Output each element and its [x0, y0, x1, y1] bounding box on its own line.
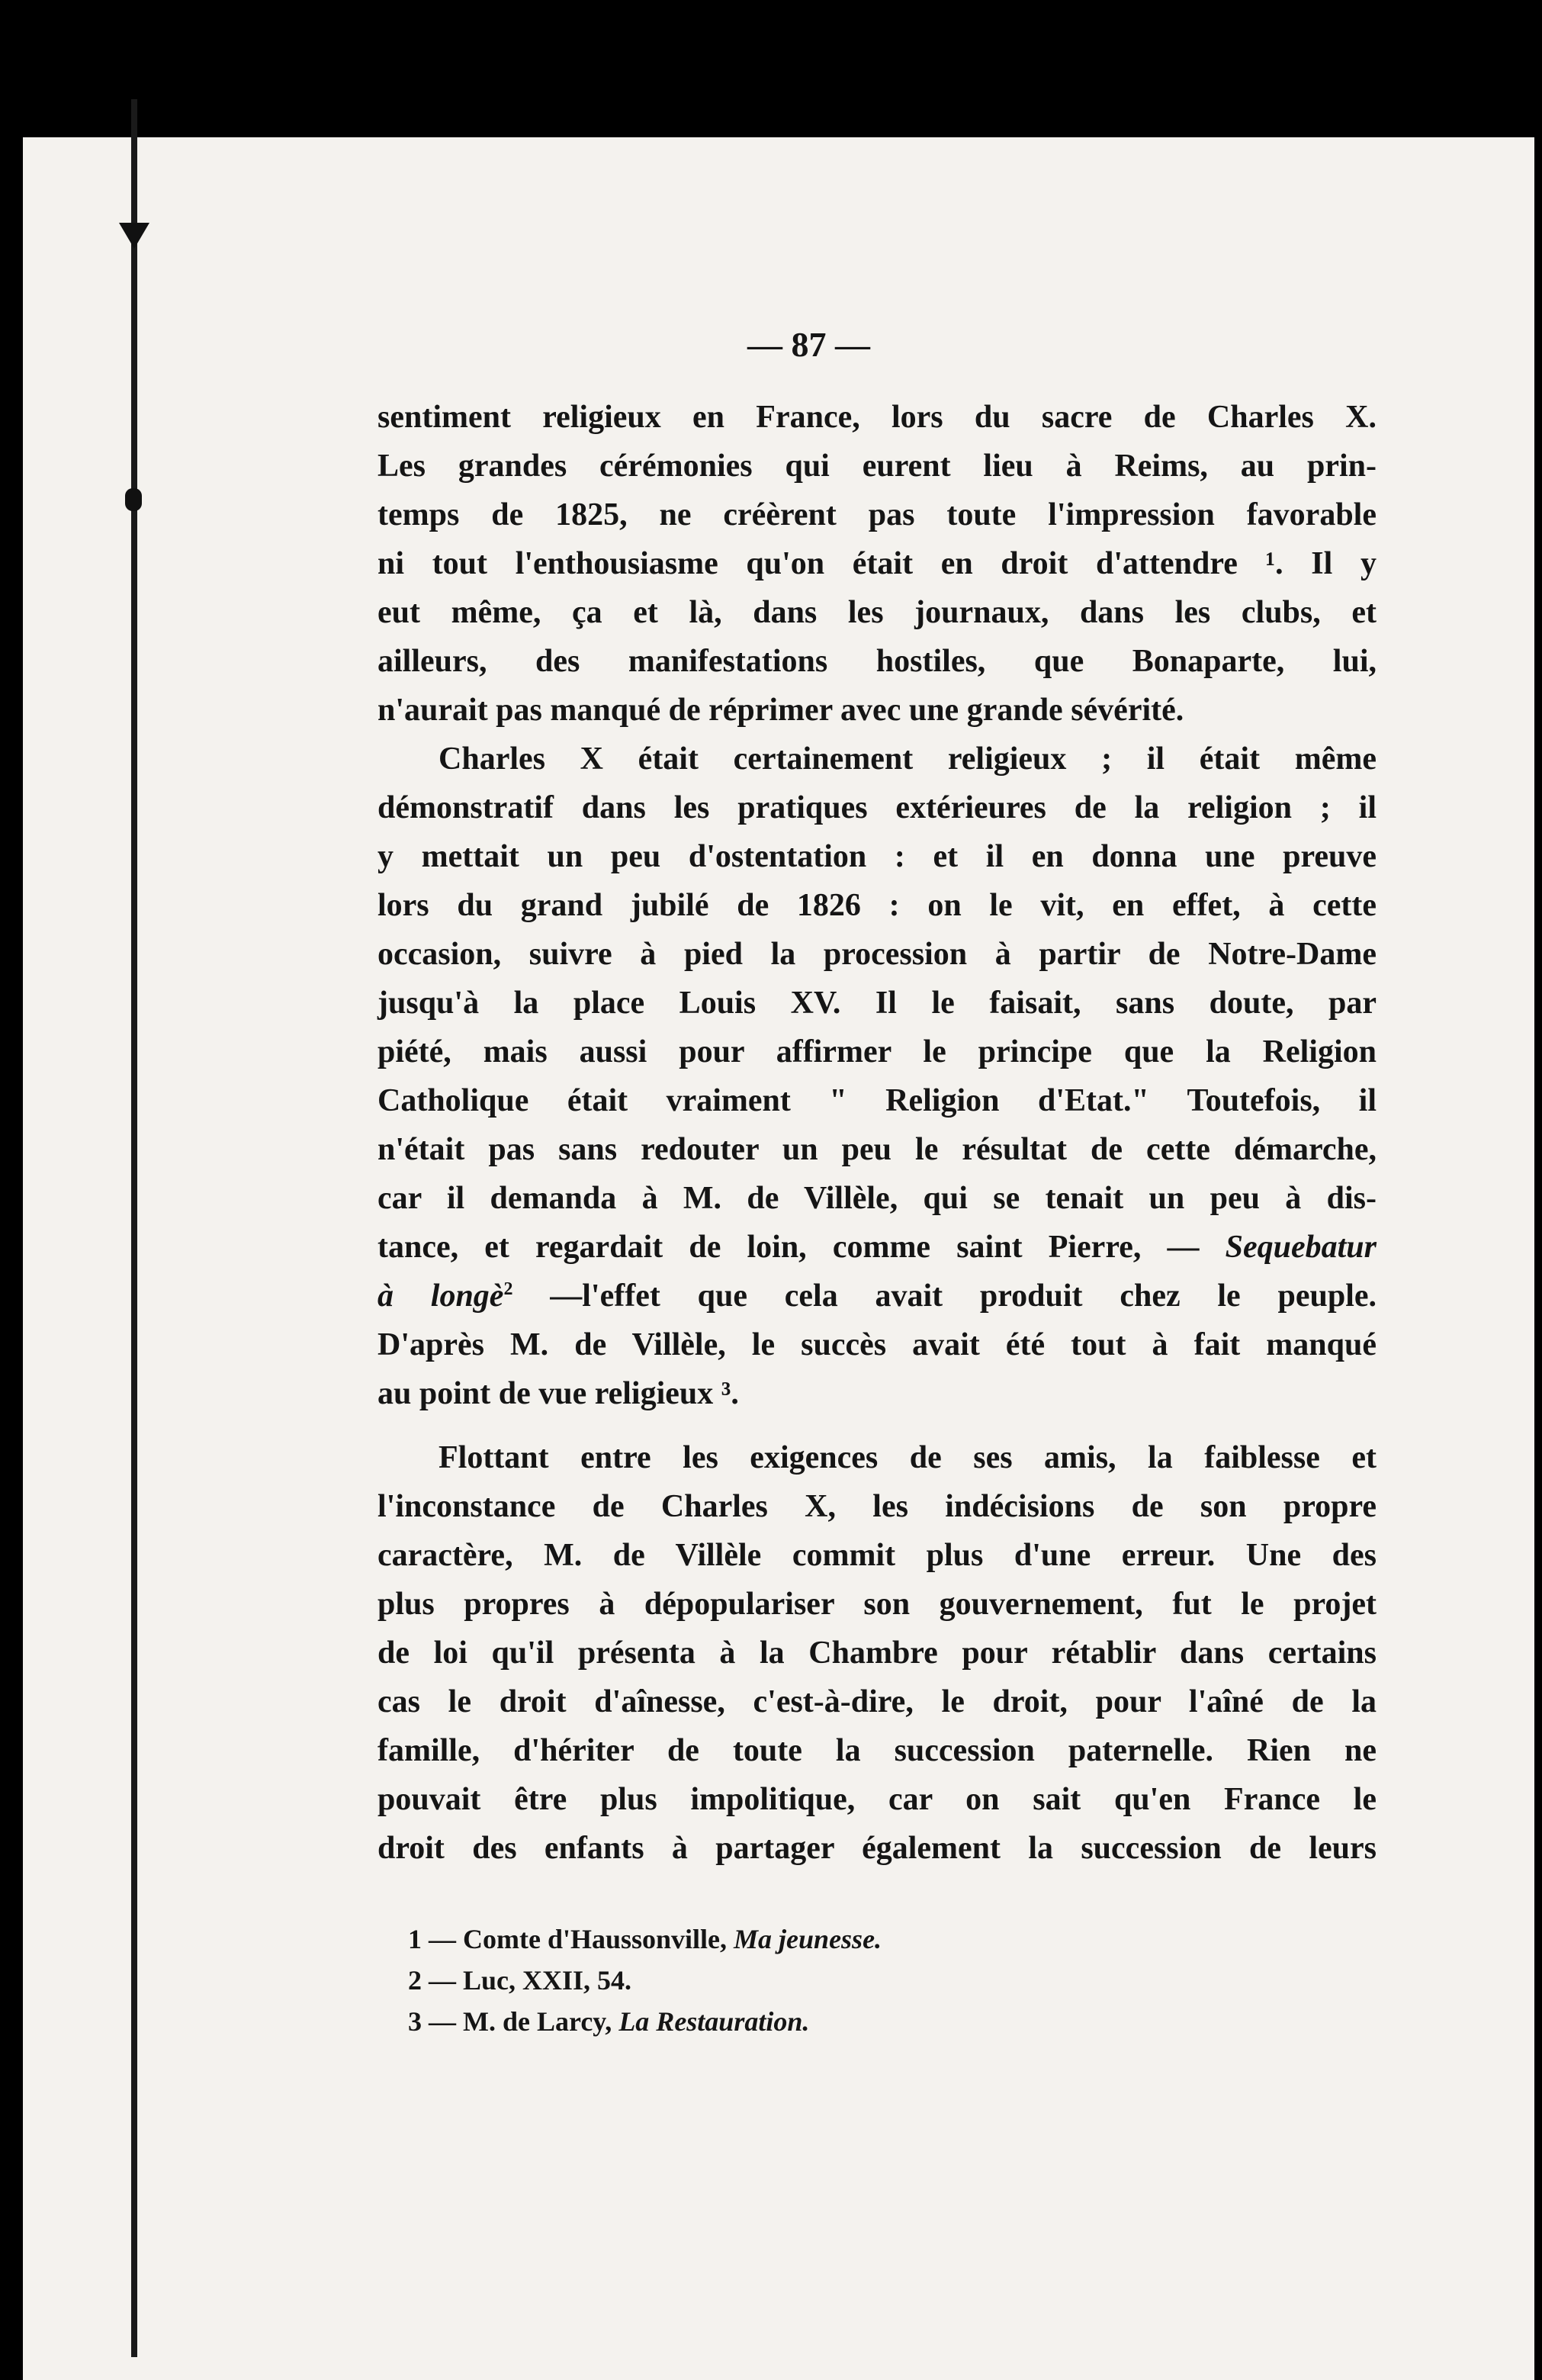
text-line: lors du grand jubilé de 1826 : on le vit, en effet, à cette: [377, 888, 1377, 923]
text-line: sentiment religieux en France, lors du sacre de Charles X.: [377, 400, 1377, 435]
text-line: plus propres à dépopulariser son gouvernement, fut le projet: [377, 1587, 1377, 1622]
text-fragment: tance, et regardait de loin, comme saint Pierre, —: [377, 1230, 1226, 1265]
text-line: D'après M. de Villèle, le succès avait été tout à fait manqué: [377, 1327, 1377, 1362]
text-line: caractère, M. de Villèle commit plus d'une erreur. Une des: [377, 1538, 1377, 1573]
text-line: l'inconstance de Charles X, les indécisions de son propre: [377, 1489, 1377, 1524]
text-fragment: —l'effet que cela avait produit chez le peuple.: [550, 1278, 1377, 1314]
text-line: Flottant entre les exigences de ses amis, la faiblesse et: [439, 1440, 1377, 1475]
text-line: Catholique était vraiment " Religion d'Etat." Toutefois, il: [377, 1083, 1377, 1118]
text-line: temps de 1825, ne créèrent pas toute l'impression favorable: [377, 497, 1377, 532]
body-text: [377, 393, 1377, 1873]
text-line: ailleurs, des manifestations hostiles, que Bonaparte, lui,: [377, 644, 1377, 679]
text-line: démonstratif dans les pratiques extérieures de la religion ; il: [377, 790, 1377, 825]
text-line: occasion, suivre à pied la procession à partir de Notre-Dame: [377, 937, 1377, 972]
footnote: [408, 1918, 1247, 1960]
text-line: y mettait un peu d'ostentation : et il en donna une preuve: [377, 839, 1377, 874]
footnote-title: Ma jeunesse.: [734, 1924, 882, 1954]
footnote: [408, 1960, 1247, 2001]
text-line: [377, 1272, 1377, 1320]
text-line: piété, mais aussi pour affirmer le principe que la Religion: [377, 1034, 1377, 1069]
text-line: de loi qu'il présenta à la Chambre pour rétablir dans certains: [377, 1635, 1377, 1671]
latin-quote: à longè: [377, 1278, 504, 1314]
footnote-marker: 2: [503, 1279, 513, 1299]
text-line: au point de vue religieux ³.: [377, 1376, 739, 1411]
text-line: n'était pas sans redouter un peu le résultat de cette démarche,: [377, 1132, 1377, 1167]
binding-marker: [119, 223, 149, 249]
footnote-text: 1 — Comte d'Haussonville,: [408, 1924, 734, 1954]
text-line: n'aurait pas manqué de réprimer avec une grande sévérité.: [377, 693, 1184, 728]
text-line: Les grandes cérémonies qui eurent lieu à Reims, au prin-: [377, 449, 1377, 484]
text-line: cas le droit d'aînesse, c'est-à-dire, le droit, pour l'aîné de la: [377, 1684, 1377, 1719]
footnote-title: La Restauration.: [618, 2006, 810, 2037]
page-binding-edge: [131, 99, 137, 2357]
text-line: famille, d'hériter de toute la succession paternelle. Rien ne: [377, 1733, 1377, 1768]
text-line: droit des enfants à partager également la succession de leurs: [377, 1831, 1377, 1866]
text-line: pouvait être plus impolitique, car on sait qu'en France le: [377, 1782, 1377, 1817]
footnotes: [408, 1918, 1247, 2042]
text-line: Charles X était certainement religieux ; il était même: [439, 741, 1377, 777]
footnote-text: 3 — M. de Larcy,: [408, 2006, 619, 2037]
text-line: jusqu'à la place Louis XV. Il le faisait, sans doute, par: [377, 986, 1377, 1021]
latin-quote: Sequebatur: [1225, 1230, 1377, 1265]
text-line: car il demanda à M. de Villèle, qui se tenait un peu à dis-: [377, 1181, 1377, 1216]
text-line: ni tout l'enthousiasme qu'on était en droit d'attendre ¹. Il y: [377, 546, 1377, 581]
text-line: [377, 1223, 1377, 1272]
text-line: eut même, ça et là, dans les journaux, dans les clubs, et: [377, 595, 1377, 630]
footnote: [408, 2001, 1247, 2042]
binding-dot: [125, 488, 142, 511]
footnote-text: 2 — Luc, XXII, 54.: [408, 1965, 632, 1996]
page-number: — 87 —: [747, 325, 870, 364]
